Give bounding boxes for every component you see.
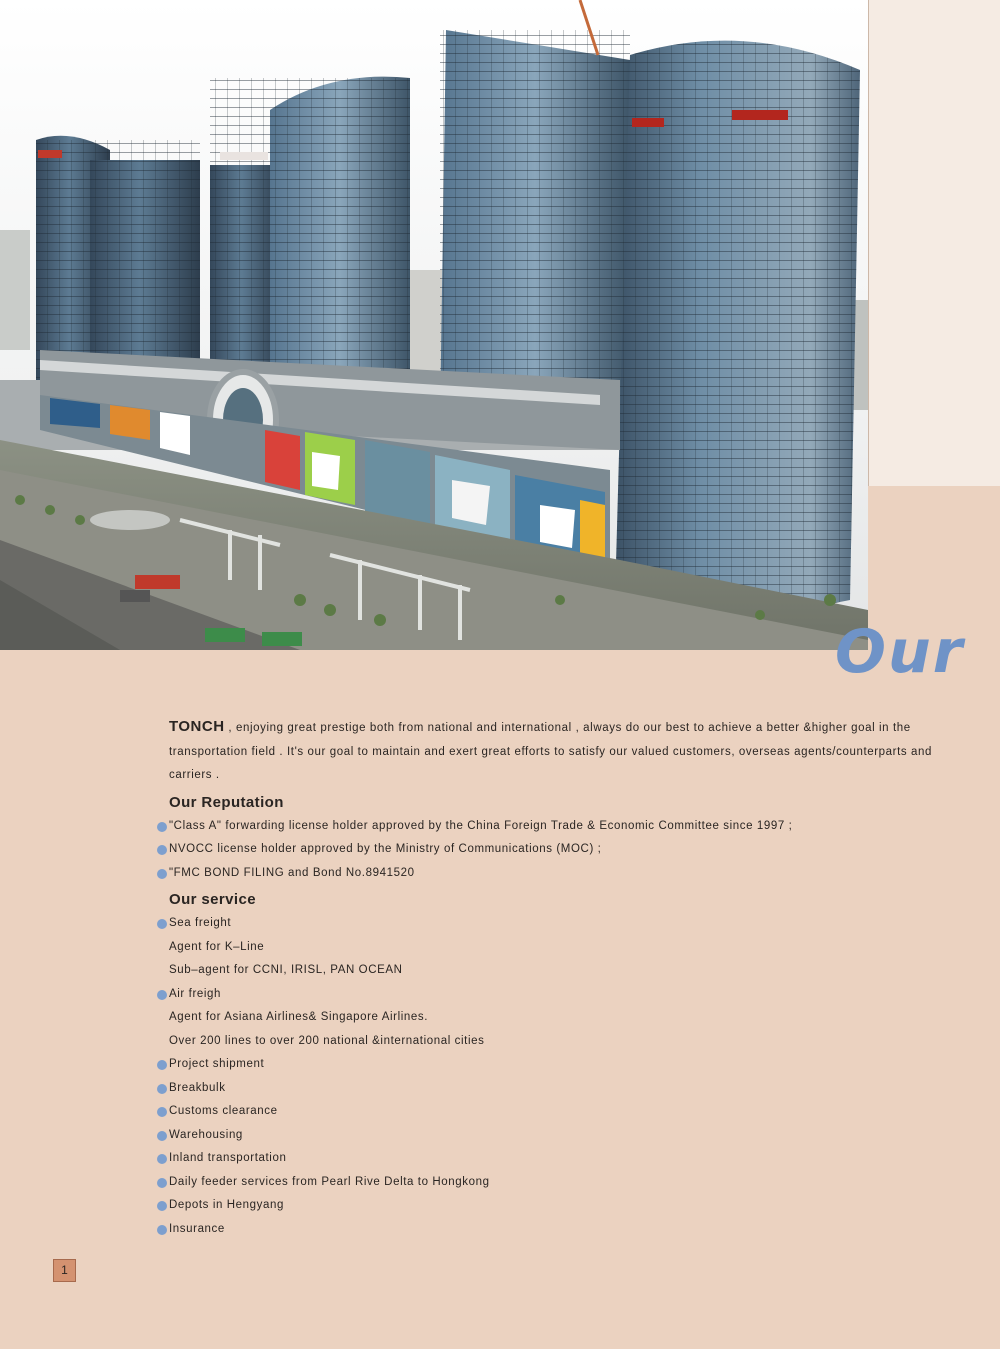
headline: Our	[835, 617, 965, 687]
service-list	[157, 912, 947, 1241]
reputation-item: "Class A" forwarding license holder approved by the China Foreign Trade & Economic Committee since 1997 ;	[157, 815, 947, 839]
service-item: Depots in Hengyang	[157, 1194, 947, 1218]
service-detail: Over 200 lines to over 200 national &international cities	[169, 1034, 485, 1047]
service-title: Our service	[169, 891, 256, 908]
service-item: Customs clearance	[157, 1100, 947, 1124]
service-item: Daily feeder services from Pearl Rive Delta to Hongkong	[157, 1171, 947, 1195]
intro-paragraph	[169, 715, 947, 788]
brand-name: TONCH	[169, 718, 225, 735]
service-detail: Sub–agent for CCNI, IRISL, PAN OCEAN	[169, 964, 403, 976]
main-content	[157, 715, 947, 1241]
service-detail: Agent for Asiana Airlines& Singapore Airlines.	[169, 1011, 429, 1023]
side-panel	[868, 0, 1000, 486]
reputation-list	[157, 815, 947, 886]
service-item: Air freigh	[157, 983, 947, 1007]
intro-text: , enjoying great prestige both from national and international , always do our best to achieve a better &higher goal in the transportation field . It's our goal to maintain and exert great efforts to satisfy our valued customers, overseas agents/counterparts and carriers .	[169, 722, 933, 781]
service-detail: Agent for K–Line	[169, 940, 265, 953]
service-item: Inland transportation	[157, 1147, 947, 1171]
service-item: Breakbulk	[157, 1077, 947, 1101]
reputation-item: NVOCC license holder approved by the Ministry of Communications (MOC) ;	[157, 838, 947, 862]
service-item: Sea freight	[157, 912, 947, 936]
building-photo	[0, 0, 868, 650]
service-item: Insurance	[157, 1218, 947, 1242]
service-item: Project shipment	[157, 1053, 947, 1077]
reputation-item: "FMC BOND FILING and Bond No.8941520	[157, 862, 947, 886]
service-item: Warehousing	[157, 1124, 947, 1148]
page-number: 1	[53, 1259, 76, 1282]
reputation-title: Our Reputation	[169, 793, 284, 811]
